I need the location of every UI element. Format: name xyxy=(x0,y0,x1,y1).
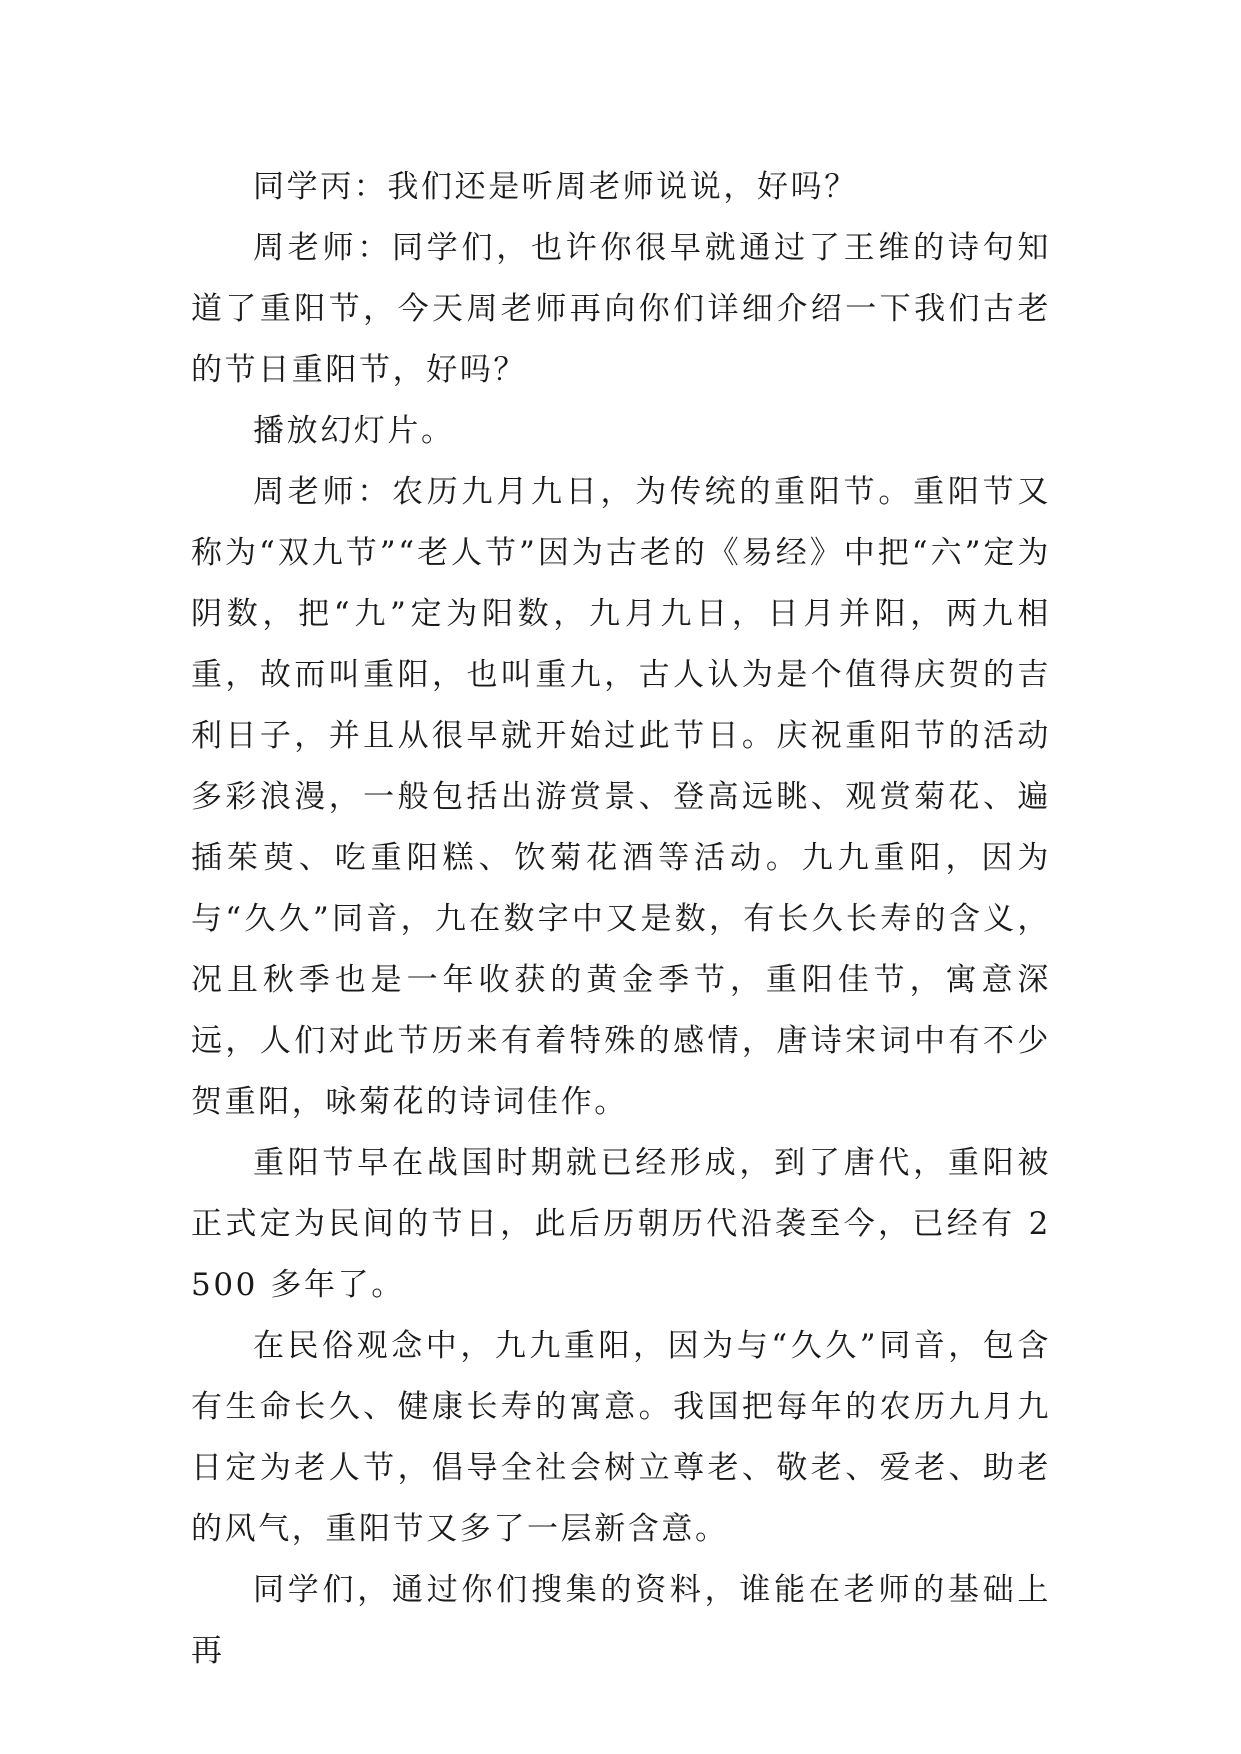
paragraph-play-slides: 播放幻灯片。 xyxy=(253,413,455,449)
paragraph-teacher-explanation: 周老师：农历九月九日，为传统的重阳节。重阳节又称为“双九节”“老人节”因为古老的《易经》中把“六”定为阴数，把“九”定为阳数，九月九日，日月并阳，两九相重，故而叫重阳，也叫重九，古人认为是个值得庆贺的吉利日子，并且从很早就开始过此节日。庆祝重阳节的活动多彩浪漫，一般包括出游赏景、登高远眺、观赏菊花、遍插茱萸、吃重阳糕、饮菊花酒等活动。九九重阳，因为与“久久”同音，九在数字中又是数，有长久长寿的含义，况且秋季也是一年收获的黄金季节，重阳佳节，寓意深远，人们对此节历来有着特殊的感情，唐诗宋词中有不少贺重阳，咏菊花的诗词佳作。 xyxy=(191,474,1051,1120)
paragraph-student-c: 同学丙：我们还是听周老师说说，好吗？ xyxy=(253,169,858,205)
paragraph-question: 同学们，通过你们搜集的资料，谁能在老师的基础上再 xyxy=(191,1572,1051,1669)
paragraph-folk-custom: 在民俗观念中，九九重阳，因为与“久久”同音，包含有生命长久、健康长寿的寓意。我国把每年的农历九月九日定为老人节，倡导全社会树立尊老、敬老、爱老、助老的风气，重阳节又多了一层新含意。 xyxy=(191,1328,1051,1547)
paragraph-teacher-intro: 周老师：同学们，也许你很早就通过了王维的诗句知道了重阳节，今天周老师再向你们详细介绍一下我们古老的节日重阳节，好吗？ xyxy=(191,230,1051,388)
paragraph-history: 重阳节早在战国时期就已经形成，到了唐代，重阳被正式定为民间的节日，此后历朝历代沿袭至今，已经有 2500 多年了。 xyxy=(191,1145,1051,1303)
document-body xyxy=(191,157,1051,1682)
